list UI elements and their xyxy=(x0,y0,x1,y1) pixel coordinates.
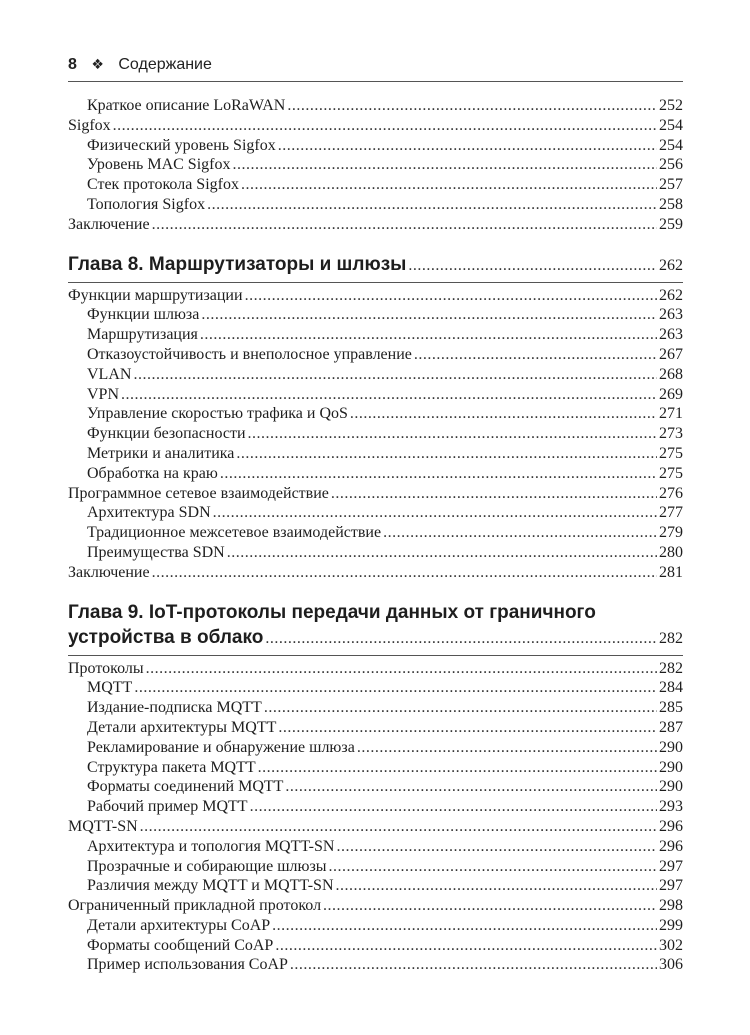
dot-leader xyxy=(329,857,657,877)
dot-leader xyxy=(336,876,658,896)
entry-page-number: 262 xyxy=(659,286,683,304)
toc-entry[interactable] xyxy=(68,175,683,195)
dot-leader xyxy=(290,955,657,975)
dot-leader xyxy=(152,215,657,235)
entry-page-number: 285 xyxy=(659,699,683,717)
entry-page-number: 296 xyxy=(659,817,683,835)
chapter-rule xyxy=(68,655,683,656)
dot-leader xyxy=(272,916,657,936)
entry-title: Пример использования CoAP xyxy=(87,956,288,974)
entry-title: Уровень MAC Sigfox xyxy=(87,156,231,174)
toc-entry[interactable] xyxy=(68,718,683,738)
entry-title: Издание-подписка MQTT xyxy=(87,699,262,717)
chapter-8 xyxy=(68,252,683,283)
chapter-title-line-2: устройства в облако xyxy=(68,626,264,648)
toc-entry[interactable] xyxy=(68,698,683,718)
entry-page-number: 259 xyxy=(659,215,683,233)
chapter-9-entries xyxy=(68,659,683,976)
entry-title: Преимущества SDN xyxy=(87,543,225,561)
entry-title: Физический уровень Sigfox xyxy=(87,136,276,154)
entry-title: Рекламирование и обнаружение шлюза xyxy=(87,738,355,756)
dot-leader xyxy=(133,365,657,385)
entry-page-number: 306 xyxy=(659,956,683,974)
entry-title: Ограниченный прикладной протокол xyxy=(68,897,322,915)
entry-page-number: 287 xyxy=(659,718,683,736)
chapter-title: Глава 8. Маршрутизаторы и шлюзы xyxy=(68,253,407,275)
entry-page-number: 263 xyxy=(659,306,683,324)
toc-entry[interactable] xyxy=(68,563,683,583)
dot-leader xyxy=(113,116,657,136)
dot-leader xyxy=(220,464,657,484)
entry-page-number: 275 xyxy=(659,464,683,482)
dot-leader xyxy=(245,286,657,306)
entry-page-number: 280 xyxy=(659,543,683,561)
entry-page-number: 277 xyxy=(659,504,683,522)
toc-entry[interactable] xyxy=(68,215,683,235)
toc-entry[interactable] xyxy=(68,365,683,385)
dot-leader xyxy=(350,404,657,424)
page-number: 8 xyxy=(68,56,77,73)
entry-page-number: 275 xyxy=(659,444,683,462)
entry-title: Рабочий пример MQTT xyxy=(87,798,248,816)
entry-page-number: 254 xyxy=(659,116,683,134)
toc-entry[interactable] xyxy=(68,916,683,936)
entry-title: Топология Sigfox xyxy=(87,195,206,213)
toc-entry[interactable] xyxy=(68,758,683,778)
entry-page-number: 276 xyxy=(659,484,683,502)
entry-page-number: 282 xyxy=(659,659,683,677)
dot-leader xyxy=(331,484,657,504)
chapter-9 xyxy=(68,600,683,656)
entry-page-number: 269 xyxy=(659,385,683,403)
dot-leader xyxy=(134,678,657,698)
entry-page-number: 268 xyxy=(659,365,683,383)
entry-page-number: 297 xyxy=(659,877,683,895)
toc-entry[interactable] xyxy=(68,857,683,877)
entry-title: Заключение xyxy=(68,563,150,581)
toc-entry[interactable] xyxy=(68,464,683,484)
entry-page-number: 298 xyxy=(659,897,683,915)
dot-leader xyxy=(287,96,657,116)
toc-entry[interactable] xyxy=(68,385,683,405)
dot-leader xyxy=(232,155,657,175)
dot-leader xyxy=(250,797,657,817)
entry-page-number: 273 xyxy=(659,425,683,443)
toc-entry[interactable] xyxy=(68,286,683,306)
toc-entry[interactable] xyxy=(68,543,683,563)
dot-leader xyxy=(408,253,657,278)
dot-leader xyxy=(152,563,657,583)
entry-title: Архитектура и топология MQTT-SN xyxy=(87,837,335,855)
entry-page-number: 297 xyxy=(659,857,683,875)
dot-leader xyxy=(241,175,657,195)
dot-leader xyxy=(146,659,657,679)
header-rule xyxy=(68,81,683,82)
toc-entry[interactable] xyxy=(68,837,683,857)
entry-title: MQTT-SN xyxy=(68,817,138,835)
toc-entry[interactable] xyxy=(68,777,683,797)
entry-title: Прозрачные и собирающие шлюзы xyxy=(87,857,327,875)
entry-page-number: 252 xyxy=(659,97,683,114)
section-title: Содержание xyxy=(118,56,212,73)
entry-page-number: 290 xyxy=(659,738,683,756)
dot-leader xyxy=(323,896,657,916)
toc-entry[interactable] xyxy=(68,678,683,698)
entry-title: Детали архитектуры CoAP xyxy=(87,916,271,934)
dot-leader xyxy=(207,195,657,215)
entry-title: Форматы сообщений CoAP xyxy=(87,936,274,954)
entry-page-number: 284 xyxy=(659,679,683,697)
dot-leader xyxy=(200,325,657,345)
toc-entry[interactable] xyxy=(68,444,683,464)
entry-title: Функции безопасности xyxy=(87,425,246,443)
chapter-heading[interactable] xyxy=(68,252,683,278)
toc-entry[interactable] xyxy=(68,424,683,444)
toc-entry[interactable] xyxy=(68,96,683,116)
entry-page-number: 271 xyxy=(659,405,683,423)
toc-entry[interactable] xyxy=(68,404,683,424)
table-of-contents xyxy=(68,96,683,975)
toc-entry[interactable] xyxy=(68,896,683,916)
entry-title: Стек протокола Sigfox xyxy=(87,176,239,194)
entry-page-number: 302 xyxy=(659,936,683,954)
toc-entry[interactable] xyxy=(68,738,683,758)
entry-page-number: 257 xyxy=(659,176,683,194)
entry-title: Традиционное межсетевое взаимодействие xyxy=(87,524,382,542)
dot-leader xyxy=(265,626,657,651)
toc-entry[interactable] xyxy=(68,817,683,837)
toc-entry[interactable] xyxy=(68,659,683,679)
entry-page-number: 256 xyxy=(659,156,683,174)
chapter-heading-line-1[interactable]: Глава 9. IoT-протоколы передачи данных от граничного xyxy=(68,601,596,623)
dot-leader xyxy=(285,777,657,797)
entry-title: Краткое описание LoRaWAN xyxy=(87,97,286,114)
entry-page-number: 254 xyxy=(659,136,683,154)
dot-leader xyxy=(275,936,657,956)
entry-title: Маршрутизация xyxy=(87,326,198,344)
top-entries-list xyxy=(68,96,683,235)
entry-title: Протоколы xyxy=(68,659,144,677)
dot-leader xyxy=(213,503,657,523)
toc-entry[interactable] xyxy=(68,325,683,345)
dot-leader xyxy=(236,444,657,464)
entry-title: VLAN xyxy=(87,365,132,383)
entry-title: Метрики и аналитика xyxy=(87,444,235,462)
entry-title: Обработка на краю xyxy=(87,464,218,482)
entry-title: Функции маршрутизации xyxy=(68,286,243,304)
chapter-heading[interactable] xyxy=(68,625,683,651)
dot-leader xyxy=(248,424,658,444)
dot-leader xyxy=(414,345,657,365)
page-header xyxy=(68,56,683,82)
chapter-rule xyxy=(68,282,683,283)
dot-leader xyxy=(264,698,657,718)
entry-title: VPN xyxy=(87,385,120,403)
dot-leader xyxy=(278,136,657,156)
entry-title: Различия между MQTT и MQTT-SN xyxy=(87,877,334,895)
dot-leader xyxy=(140,817,657,837)
entry-page-number: 263 xyxy=(659,326,683,344)
chapter-8-entries xyxy=(68,286,683,583)
dot-leader xyxy=(201,305,657,325)
dot-leader xyxy=(383,523,657,543)
toc-entry[interactable] xyxy=(68,876,683,896)
entry-page-number: 290 xyxy=(659,778,683,796)
chapter-page-number: 262 xyxy=(659,256,683,274)
entry-page-number: 299 xyxy=(659,916,683,934)
toc-entry[interactable] xyxy=(68,523,683,543)
toc-entry[interactable] xyxy=(68,955,683,975)
entry-page-number: 281 xyxy=(659,563,683,581)
entry-title: Архитектура SDN xyxy=(87,504,211,522)
toc-entry[interactable] xyxy=(68,503,683,523)
entry-page-number: 279 xyxy=(659,524,683,542)
entry-title: Функции шлюза xyxy=(87,306,200,324)
toc-entry[interactable] xyxy=(68,797,683,817)
entry-title: Структура пакета MQTT xyxy=(87,758,256,776)
toc-entry[interactable] xyxy=(68,305,683,325)
entry-title: Детали архитектуры MQTT xyxy=(87,718,277,736)
entry-title: Форматы соединений MQTT xyxy=(87,778,284,796)
entry-page-number: 258 xyxy=(659,195,683,213)
toc-entry[interactable] xyxy=(68,195,683,215)
dot-leader xyxy=(121,385,657,405)
toc-entry[interactable] xyxy=(68,345,683,365)
toc-entry[interactable] xyxy=(68,936,683,956)
entry-page-number: 293 xyxy=(659,798,683,816)
entry-page-number: 296 xyxy=(659,837,683,855)
toc-entry[interactable] xyxy=(68,484,683,504)
diamond-ornament-icon: ❖ xyxy=(91,56,104,72)
dot-leader xyxy=(278,718,657,738)
toc-entry[interactable] xyxy=(68,136,683,156)
dot-leader xyxy=(258,758,657,778)
toc-entry[interactable] xyxy=(68,155,683,175)
chapter-page-number: 282 xyxy=(659,629,683,647)
entry-title: Sigfox xyxy=(68,116,111,134)
dot-leader xyxy=(336,837,657,857)
toc-entry[interactable] xyxy=(68,116,683,136)
entry-page-number: 267 xyxy=(659,345,683,363)
dot-leader xyxy=(227,543,657,563)
entry-page-number: 290 xyxy=(659,758,683,776)
entry-title: Программное сетевое взаимодействие xyxy=(68,484,329,502)
entry-title: Заключение xyxy=(68,215,150,233)
dot-leader xyxy=(357,738,657,758)
entry-title: Управление скоростью трафика и QoS xyxy=(87,405,348,423)
entry-title: Отказоустойчивость и внеполосное управление xyxy=(87,345,412,363)
entry-title: MQTT xyxy=(87,679,133,697)
